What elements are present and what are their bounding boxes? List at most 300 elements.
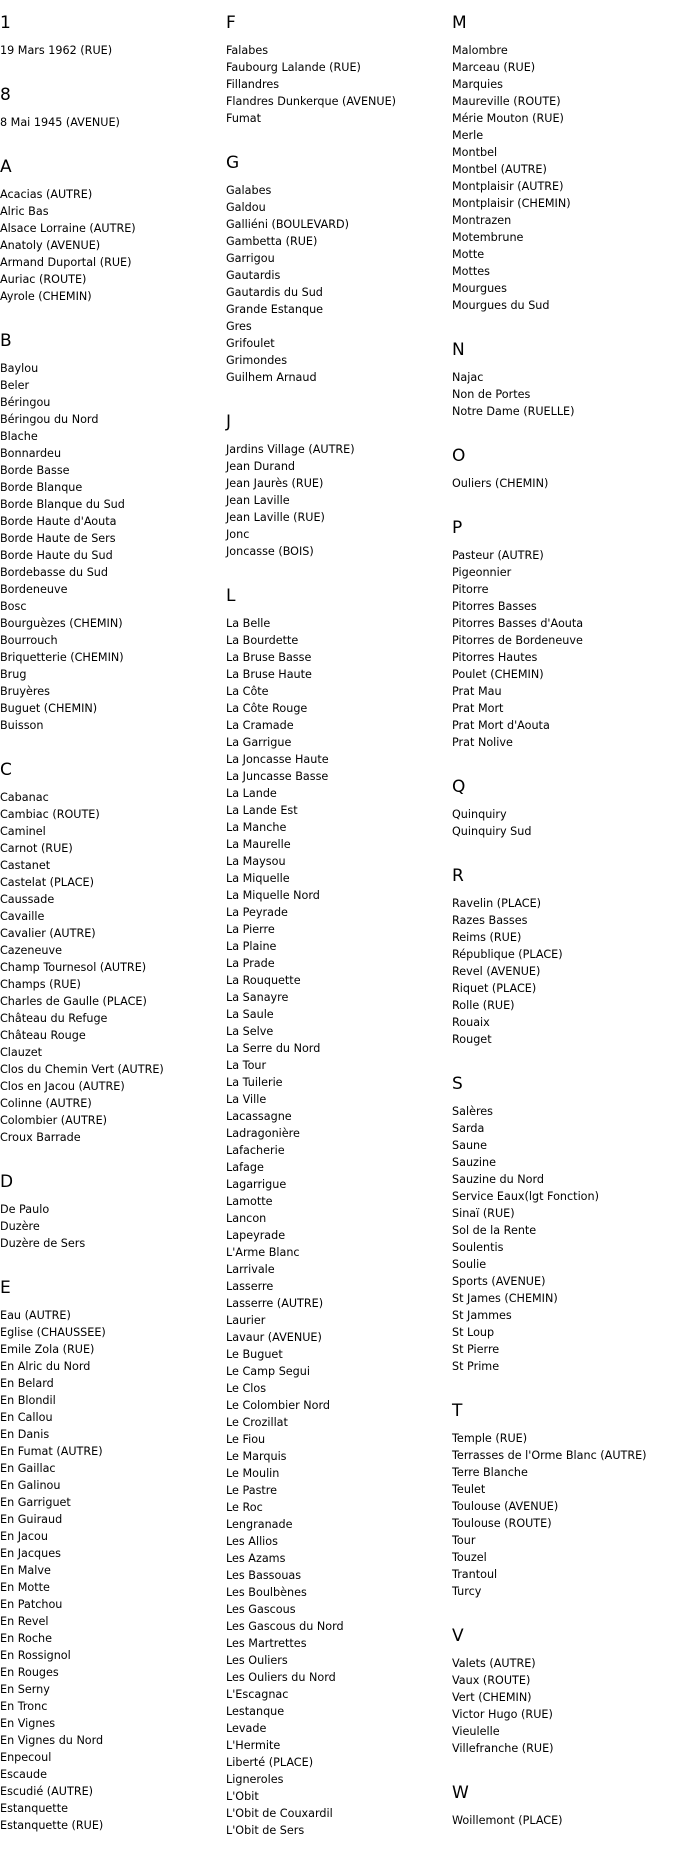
- street-link[interactable]: Vert (CHEMIN): [452, 1691, 532, 1704]
- street-link[interactable]: Château Rouge: [0, 1029, 86, 1042]
- street-link[interactable]: Pitorres Hautes: [452, 651, 538, 664]
- street-link[interactable]: Colombier (AUTRE): [0, 1114, 108, 1127]
- street-link[interactable]: Castelat (PLACE): [0, 876, 94, 889]
- street-link[interactable]: Colinne (AUTRE): [0, 1097, 92, 1110]
- street-link[interactable]: Enpecoul: [0, 1751, 52, 1764]
- street-link[interactable]: Mottes: [452, 265, 490, 278]
- street-link[interactable]: Larrivale: [226, 1263, 275, 1276]
- street-link[interactable]: Lasserre: [226, 1280, 274, 1293]
- street-link[interactable]: Champ Tournesol (AUTRE): [0, 961, 147, 974]
- street-link[interactable]: La Garrigue: [226, 736, 292, 749]
- street-link[interactable]: Rouaix: [452, 1016, 490, 1029]
- street-link[interactable]: Buisson: [0, 719, 44, 732]
- street-link[interactable]: La Bruse Haute: [226, 668, 312, 681]
- street-list: [452, 42, 675, 314]
- street-link[interactable]: Le Camp Segui: [226, 1365, 310, 1378]
- street-link[interactable]: Sports (AVENUE): [452, 1275, 546, 1288]
- street-link[interactable]: Borde Blanque: [0, 481, 83, 494]
- street-link[interactable]: Beler: [0, 379, 30, 392]
- street-link[interactable]: La Cramade: [226, 719, 294, 732]
- street-link[interactable]: Escaude: [0, 1768, 47, 1781]
- street-link[interactable]: Lagarrigue: [226, 1178, 287, 1191]
- street-link[interactable]: En Serny: [0, 1683, 50, 1696]
- letter-section: [0, 156, 220, 305]
- street-link[interactable]: Borde Basse: [0, 464, 70, 477]
- street-link[interactable]: Lafacherie: [226, 1144, 285, 1157]
- street-link[interactable]: Baylou: [0, 362, 39, 375]
- column-1: [0, 0, 220, 1859]
- street-link[interactable]: Lapeyrade: [226, 1229, 286, 1242]
- street-link[interactable]: En Blondil: [0, 1394, 56, 1407]
- letter-heading: W: [452, 1783, 469, 1803]
- street-link[interactable]: De Paulo: [0, 1203, 50, 1216]
- street-link[interactable]: En Roche: [0, 1632, 52, 1645]
- street-link[interactable]: Les Bassouas: [226, 1569, 302, 1582]
- street-link[interactable]: Saune: [452, 1139, 488, 1152]
- street-link[interactable]: La Tour: [226, 1059, 267, 1072]
- street-link[interactable]: Bruyères: [0, 685, 50, 698]
- street-link[interactable]: La Manche: [226, 821, 287, 834]
- street-link[interactable]: Razes Basses: [452, 914, 528, 927]
- street-link[interactable]: Reims (RUE): [452, 931, 522, 944]
- street-link[interactable]: Lancon: [226, 1212, 267, 1225]
- street-link[interactable]: Les Gascous: [226, 1603, 296, 1616]
- street-link[interactable]: En Gaillac: [0, 1462, 56, 1475]
- street-link[interactable]: Maureville (ROUTE): [452, 95, 561, 108]
- street-link[interactable]: Grande Estanque: [226, 303, 324, 316]
- street-link[interactable]: Turcy: [452, 1585, 482, 1598]
- street-link[interactable]: La Sanayre: [226, 991, 289, 1004]
- street-link[interactable]: Sauzine: [452, 1156, 497, 1169]
- street-link[interactable]: Clauzet: [0, 1046, 43, 1059]
- street-link[interactable]: Le Marquis: [226, 1450, 287, 1463]
- street-list: [226, 441, 446, 560]
- street-link[interactable]: Vaux (ROUTE): [452, 1674, 531, 1687]
- street-link[interactable]: La Serre du Nord: [226, 1042, 321, 1055]
- street-link[interactable]: Bourguèzes (CHEMIN): [0, 617, 123, 630]
- street-link[interactable]: Prat Mort: [452, 702, 504, 715]
- letter-section: [226, 585, 446, 1839]
- letter-section: [226, 12, 446, 127]
- street-link[interactable]: Najac: [452, 371, 484, 384]
- street-link[interactable]: Acacias (AUTRE): [0, 188, 93, 201]
- street-link[interactable]: Prat Nolive: [452, 736, 513, 749]
- street-link[interactable]: Lacassagne: [226, 1110, 292, 1123]
- street-link[interactable]: Mourgues du Sud: [452, 299, 550, 312]
- street-link[interactable]: Villefranche (RUE): [452, 1742, 554, 1755]
- street-link[interactable]: Bonnardeu: [0, 447, 62, 460]
- street-link[interactable]: En Danis: [0, 1428, 50, 1441]
- street-link[interactable]: Alric Bas: [0, 205, 49, 218]
- street-link[interactable]: Cavalier (AUTRE): [0, 927, 96, 940]
- street-link[interactable]: Champs (RUE): [0, 978, 81, 991]
- street-link[interactable]: Le Crozillat: [226, 1416, 288, 1429]
- street-link[interactable]: La Belle: [226, 617, 271, 630]
- street-link[interactable]: Galabes: [226, 184, 272, 197]
- letter-heading: 8: [0, 85, 11, 105]
- street-link[interactable]: En Motte: [0, 1581, 50, 1594]
- street-link[interactable]: Marceau (RUE): [452, 61, 536, 74]
- street-link[interactable]: St James (CHEMIN): [452, 1292, 558, 1305]
- street-link[interactable]: Tour: [452, 1534, 476, 1547]
- street-link[interactable]: En Vignes: [0, 1717, 56, 1730]
- street-link[interactable]: Croux Barrade: [0, 1131, 81, 1144]
- street-link[interactable]: L'Obit de Sers: [226, 1824, 305, 1837]
- street-link[interactable]: Ayrole (CHEMIN): [0, 290, 92, 303]
- street-link[interactable]: La Maysou: [226, 855, 286, 868]
- street-link[interactable]: St Prime: [452, 1360, 500, 1373]
- street-link[interactable]: La Plaine: [226, 940, 277, 953]
- street-link[interactable]: Prat Mort d'Aouta: [452, 719, 550, 732]
- letter-section: [452, 339, 675, 420]
- street-link[interactable]: L'Obit de Couxardil: [226, 1807, 333, 1820]
- street-link[interactable]: Les Azams: [226, 1552, 286, 1565]
- street-link[interactable]: En Malve: [0, 1564, 51, 1577]
- street-link[interactable]: La Prade: [226, 957, 275, 970]
- street-link[interactable]: Pitorres de Bordeneuve: [452, 634, 583, 647]
- street-link[interactable]: Sol de la Rente: [452, 1224, 537, 1237]
- street-link[interactable]: Grifoulet: [226, 337, 275, 350]
- street-link[interactable]: Sarda: [452, 1122, 485, 1135]
- street-link[interactable]: Le Roc: [226, 1501, 263, 1514]
- street-link[interactable]: Brug: [0, 668, 27, 681]
- street-link[interactable]: Quinquiry: [452, 808, 507, 821]
- street-link[interactable]: La Miquelle Nord: [226, 889, 320, 902]
- street-link[interactable]: Mérie Mouton (RUE): [452, 112, 564, 125]
- street-link[interactable]: Faubourg Lalande (RUE): [226, 61, 361, 74]
- street-link[interactable]: Grimondes: [226, 354, 288, 367]
- street-link[interactable]: La Tuilerie: [226, 1076, 283, 1089]
- street-link[interactable]: Montplaisir (CHEMIN): [452, 197, 571, 210]
- street-link[interactable]: Riquet (PLACE): [452, 982, 537, 995]
- street-link[interactable]: Borde Haute de Sers: [0, 532, 116, 545]
- street-link[interactable]: Alsace Lorraine (AUTRE): [0, 222, 136, 235]
- letter-section: [452, 776, 675, 840]
- column-3: [452, 0, 675, 1854]
- street-list: [452, 475, 675, 492]
- street-list: [452, 1655, 675, 1757]
- street-link[interactable]: Pitorres Basses d'Aouta: [452, 617, 584, 630]
- street-link[interactable]: Flandres Dunkerque (AVENUE): [226, 95, 397, 108]
- street-link[interactable]: Levade: [226, 1722, 267, 1735]
- street-link[interactable]: Pitorre: [452, 583, 489, 596]
- street-link[interactable]: La Pierre: [226, 923, 275, 936]
- street-link[interactable]: En Patchou: [0, 1598, 63, 1611]
- street-link[interactable]: Castanet: [0, 859, 51, 872]
- street-link[interactable]: Montbel (AUTRE): [452, 163, 547, 176]
- street-link[interactable]: Montbel: [452, 146, 498, 159]
- street-link[interactable]: Falabes: [226, 44, 269, 57]
- street-link[interactable]: Duzère: [0, 1220, 40, 1233]
- letter-heading: M: [452, 13, 467, 33]
- street-link[interactable]: Temple (RUE): [452, 1432, 528, 1445]
- street-link[interactable]: Les Gascous du Nord: [226, 1620, 344, 1633]
- street-link[interactable]: 8 Mai 1945 (AVENUE): [0, 116, 120, 129]
- street-link[interactable]: Quinquiry Sud: [452, 825, 532, 838]
- street-link[interactable]: Liberté (PLACE): [226, 1756, 314, 1769]
- street-link[interactable]: Le Clos: [226, 1382, 267, 1395]
- street-link[interactable]: La Bourdette: [226, 634, 299, 647]
- street-link[interactable]: Fumat: [226, 112, 262, 125]
- column-2: [226, 0, 446, 1864]
- street-link[interactable]: Jonc: [226, 528, 250, 541]
- street-link[interactable]: Woillemont (PLACE): [452, 1814, 563, 1827]
- street-link[interactable]: En Guiraud: [0, 1513, 63, 1526]
- street-link[interactable]: St Jammes: [452, 1309, 512, 1322]
- street-link[interactable]: Non de Portes: [452, 388, 531, 401]
- street-link[interactable]: Cabanac: [0, 791, 49, 804]
- street-link[interactable]: La Joncasse Haute: [226, 753, 329, 766]
- street-link[interactable]: Bourrouch: [0, 634, 58, 647]
- street-link[interactable]: Pitorres Basses: [452, 600, 537, 613]
- street-link[interactable]: Sinaï (RUE): [452, 1207, 515, 1220]
- street-link[interactable]: Rouget: [452, 1033, 492, 1046]
- street-link[interactable]: Jardins Village (AUTRE): [226, 443, 355, 456]
- street-link[interactable]: Malombre: [452, 44, 508, 57]
- street-link[interactable]: Cavaille: [0, 910, 45, 923]
- street-link[interactable]: Béringou: [0, 396, 51, 409]
- street-link[interactable]: La Bruse Basse: [226, 651, 312, 664]
- street-link[interactable]: Sauzine du Nord: [452, 1173, 545, 1186]
- street-link[interactable]: La Côte Rouge: [226, 702, 308, 715]
- street-link[interactable]: Jean Laville (RUE): [226, 511, 325, 524]
- street-link[interactable]: La Côte: [226, 685, 269, 698]
- street-list: [452, 1103, 675, 1375]
- street-link[interactable]: En Tronc: [0, 1700, 48, 1713]
- street-list: [0, 1201, 220, 1252]
- street-link[interactable]: Salères: [452, 1105, 494, 1118]
- street-link[interactable]: En Garriguet: [0, 1496, 71, 1509]
- street-link[interactable]: Lavaur (AVENUE): [226, 1331, 322, 1344]
- street-link[interactable]: Armand Duportal (RUE): [0, 256, 132, 269]
- street-link[interactable]: Prat Mau: [452, 685, 502, 698]
- street-link[interactable]: Ouliers (CHEMIN): [452, 477, 549, 490]
- street-link[interactable]: Bordeneuve: [0, 583, 68, 596]
- letter-section: [452, 12, 675, 314]
- street-link[interactable]: Teulet: [452, 1483, 486, 1496]
- street-link[interactable]: Le Fiou: [226, 1433, 266, 1446]
- street-link[interactable]: En Fumat (AUTRE): [0, 1445, 103, 1458]
- street-link[interactable]: Guilhem Arnaud: [226, 371, 317, 384]
- street-link[interactable]: En Belard: [0, 1377, 54, 1390]
- street-link[interactable]: Blache: [0, 430, 38, 443]
- letter-section: [452, 1073, 675, 1375]
- street-link[interactable]: Joncasse (BOIS): [226, 545, 314, 558]
- street-link[interactable]: La Lande Est: [226, 804, 298, 817]
- street-link[interactable]: Marquies: [452, 78, 503, 91]
- street-link[interactable]: Toulouse (ROUTE): [452, 1517, 552, 1530]
- street-link[interactable]: La Rouquette: [226, 974, 301, 987]
- street-link[interactable]: Valets (AUTRE): [452, 1657, 536, 1670]
- street-link[interactable]: Fillandres: [226, 78, 280, 91]
- street-link[interactable]: En Galinou: [0, 1479, 61, 1492]
- street-link[interactable]: Poulet (CHEMIN): [452, 668, 544, 681]
- street-link[interactable]: Soulie: [452, 1258, 487, 1271]
- street-link[interactable]: Estanquette: [0, 1802, 68, 1815]
- street-link[interactable]: Gambetta (RUE): [226, 235, 318, 248]
- street-link[interactable]: Jean Durand: [226, 460, 296, 473]
- street-link[interactable]: Laurier: [226, 1314, 266, 1327]
- street-link[interactable]: Victor Hugo (RUE): [452, 1708, 553, 1721]
- letter-heading: O: [452, 446, 466, 466]
- street-link[interactable]: Estanquette (RUE): [0, 1819, 104, 1832]
- street-link[interactable]: Le Moulin: [226, 1467, 280, 1480]
- street-link[interactable]: Trantoul: [452, 1568, 498, 1581]
- street-link[interactable]: St Loup: [452, 1326, 495, 1339]
- letter-heading: J: [226, 412, 232, 432]
- letter-section: [452, 1625, 675, 1757]
- letter-heading: F: [226, 13, 236, 33]
- street-link[interactable]: Eglise (CHAUSSEE): [0, 1326, 106, 1339]
- street-list: [0, 114, 220, 131]
- letter-section: [452, 517, 675, 751]
- street-list: [0, 1307, 220, 1834]
- street-link[interactable]: Buguet (CHEMIN): [0, 702, 98, 715]
- street-link[interactable]: Soulentis: [452, 1241, 504, 1254]
- street-link[interactable]: Emile Zola (RUE): [0, 1343, 95, 1356]
- street-link[interactable]: Service Eaux(lgt Fonction): [452, 1190, 599, 1203]
- street-link[interactable]: En Vignes du Nord: [0, 1734, 104, 1747]
- street-link[interactable]: Anatoly (AVENUE): [0, 239, 101, 252]
- letter-heading: E: [0, 1278, 11, 1298]
- street-link[interactable]: En Rouges: [0, 1666, 59, 1679]
- street-link[interactable]: Mourgues: [452, 282, 507, 295]
- street-link[interactable]: Gautardis du Sud: [226, 286, 323, 299]
- street-link[interactable]: Duzère de Sers: [0, 1237, 86, 1250]
- street-link[interactable]: Notre Dame (RUELLE): [452, 405, 575, 418]
- street-link[interactable]: Bosc: [0, 600, 27, 613]
- street-link[interactable]: Charles de Gaulle (PLACE): [0, 995, 147, 1008]
- street-link[interactable]: En Jacques: [0, 1547, 61, 1560]
- street-list: [452, 1430, 675, 1600]
- street-link[interactable]: Jean Jaurès (RUE): [226, 477, 324, 490]
- street-link[interactable]: Galdou: [226, 201, 266, 214]
- street-link[interactable]: Motembrune: [452, 231, 524, 244]
- street-link[interactable]: Garrigou: [226, 252, 275, 265]
- street-link[interactable]: Caussade: [0, 893, 55, 906]
- letter-heading: A: [0, 157, 12, 177]
- street-link[interactable]: L'Escagnac: [226, 1688, 289, 1701]
- street-link[interactable]: Merle: [452, 129, 484, 142]
- letter-section: [0, 1171, 220, 1252]
- street-link[interactable]: Clos en Jacou (AUTRE): [0, 1080, 125, 1093]
- street-link[interactable]: Clos du Chemin Vert (AUTRE): [0, 1063, 164, 1076]
- street-link[interactable]: Montplaisir (AUTRE): [452, 180, 564, 193]
- street-link[interactable]: Caminel: [0, 825, 46, 838]
- street-link[interactable]: L'Hermite: [226, 1739, 281, 1752]
- street-link[interactable]: St Pierre: [452, 1343, 500, 1356]
- street-link[interactable]: Cazeneuve: [0, 944, 62, 957]
- street-link[interactable]: Terrasses de l'Orme Blanc (AUTRE): [452, 1449, 647, 1462]
- street-link[interactable]: Gautardis: [226, 269, 281, 282]
- street-list: [0, 186, 220, 305]
- street-link[interactable]: La Saule: [226, 1008, 274, 1021]
- street-link[interactable]: Ladragonière: [226, 1127, 300, 1140]
- street-link[interactable]: La Selve: [226, 1025, 274, 1038]
- street-link[interactable]: Lafage: [226, 1161, 264, 1174]
- street-link[interactable]: Les Ouliers du Nord: [226, 1671, 336, 1684]
- letter-section: [0, 1277, 220, 1834]
- street-link[interactable]: Revel (AVENUE): [452, 965, 541, 978]
- street-link[interactable]: Ravelin (PLACE): [452, 897, 542, 910]
- street-link[interactable]: La Lande: [226, 787, 277, 800]
- street-link[interactable]: La Juncasse Basse: [226, 770, 329, 783]
- street-link[interactable]: Borde Haute du Sud: [0, 549, 113, 562]
- street-link[interactable]: L'Obit: [226, 1790, 259, 1803]
- letter-section: [0, 12, 220, 59]
- street-link[interactable]: Pigeonnier: [452, 566, 512, 579]
- street-link[interactable]: En Rossignol: [0, 1649, 71, 1662]
- letter-section: [226, 152, 446, 386]
- street-link[interactable]: En Callou: [0, 1411, 53, 1424]
- street-link[interactable]: Auriac (ROUTE): [0, 273, 87, 286]
- street-link[interactable]: Jean Laville: [226, 494, 290, 507]
- letter-heading: T: [452, 1401, 463, 1421]
- street-link[interactable]: Les Martrettes: [226, 1637, 307, 1650]
- street-link[interactable]: Lengranade: [226, 1518, 293, 1531]
- letter-section: [452, 1782, 675, 1829]
- street-link[interactable]: Lasserre (AUTRE): [226, 1297, 324, 1310]
- street-link[interactable]: Galliéni (BOULEVARD): [226, 218, 349, 231]
- letter-section: [226, 411, 446, 560]
- street-link[interactable]: Gres: [226, 320, 252, 333]
- street-link[interactable]: Borde Haute d'Aouta: [0, 515, 117, 528]
- street-link[interactable]: Touzel: [452, 1551, 487, 1564]
- street-link[interactable]: Escudié (AUTRE): [0, 1785, 94, 1798]
- street-list: [0, 360, 220, 734]
- street-link[interactable]: Béringou du Nord: [0, 413, 99, 426]
- street-link[interactable]: Lestanque: [226, 1705, 285, 1718]
- street-link[interactable]: Eau (AUTRE): [0, 1309, 71, 1322]
- street-link[interactable]: La Maurelle: [226, 838, 291, 851]
- letter-section: [0, 759, 220, 1146]
- street-link[interactable]: Briquetterie (CHEMIN): [0, 651, 124, 664]
- street-link[interactable]: Toulouse (AVENUE): [452, 1500, 559, 1513]
- street-link[interactable]: Terre Blanche: [452, 1466, 528, 1479]
- street-link[interactable]: Montrazen: [452, 214, 512, 227]
- street-link[interactable]: Les Ouliers: [226, 1654, 288, 1667]
- street-link[interactable]: Le Pastre: [226, 1484, 278, 1497]
- street-link[interactable]: Vieulelle: [452, 1725, 500, 1738]
- street-link[interactable]: Carnot (RUE): [0, 842, 73, 855]
- street-link[interactable]: La Peyrade: [226, 906, 288, 919]
- street-link[interactable]: Motte: [452, 248, 485, 261]
- street-link[interactable]: En Revel: [0, 1615, 49, 1628]
- street-link[interactable]: L'Arme Blanc: [226, 1246, 300, 1259]
- street-list: [452, 547, 675, 751]
- street-link[interactable]: Rolle (RUE): [452, 999, 515, 1012]
- street-link[interactable]: La Ville: [226, 1093, 267, 1106]
- street-link[interactable]: Le Colombier Nord: [226, 1399, 330, 1412]
- street-link[interactable]: Les Boulbènes: [226, 1586, 307, 1599]
- letter-heading: N: [452, 340, 465, 360]
- street-link[interactable]: En Jacou: [0, 1530, 48, 1543]
- street-link[interactable]: Borde Blanque du Sud: [0, 498, 125, 511]
- street-link[interactable]: Les Allios: [226, 1535, 278, 1548]
- street-link[interactable]: Ligneroles: [226, 1773, 284, 1786]
- street-link[interactable]: La Miquelle: [226, 872, 290, 885]
- street-link[interactable]: Pasteur (AUTRE): [452, 549, 544, 562]
- letter-heading: P: [452, 518, 463, 538]
- street-link[interactable]: République (PLACE): [452, 948, 563, 961]
- street-link[interactable]: Cambiac (ROUTE): [0, 808, 100, 821]
- street-link[interactable]: Bordebasse du Sud: [0, 566, 109, 579]
- street-link[interactable]: Lamotte: [226, 1195, 273, 1208]
- street-link[interactable]: En Alric du Nord: [0, 1360, 91, 1373]
- street-link[interactable]: Château du Refuge: [0, 1012, 108, 1025]
- street-link[interactable]: 19 Mars 1962 (RUE): [0, 44, 113, 57]
- street-link[interactable]: Le Buguet: [226, 1348, 283, 1361]
